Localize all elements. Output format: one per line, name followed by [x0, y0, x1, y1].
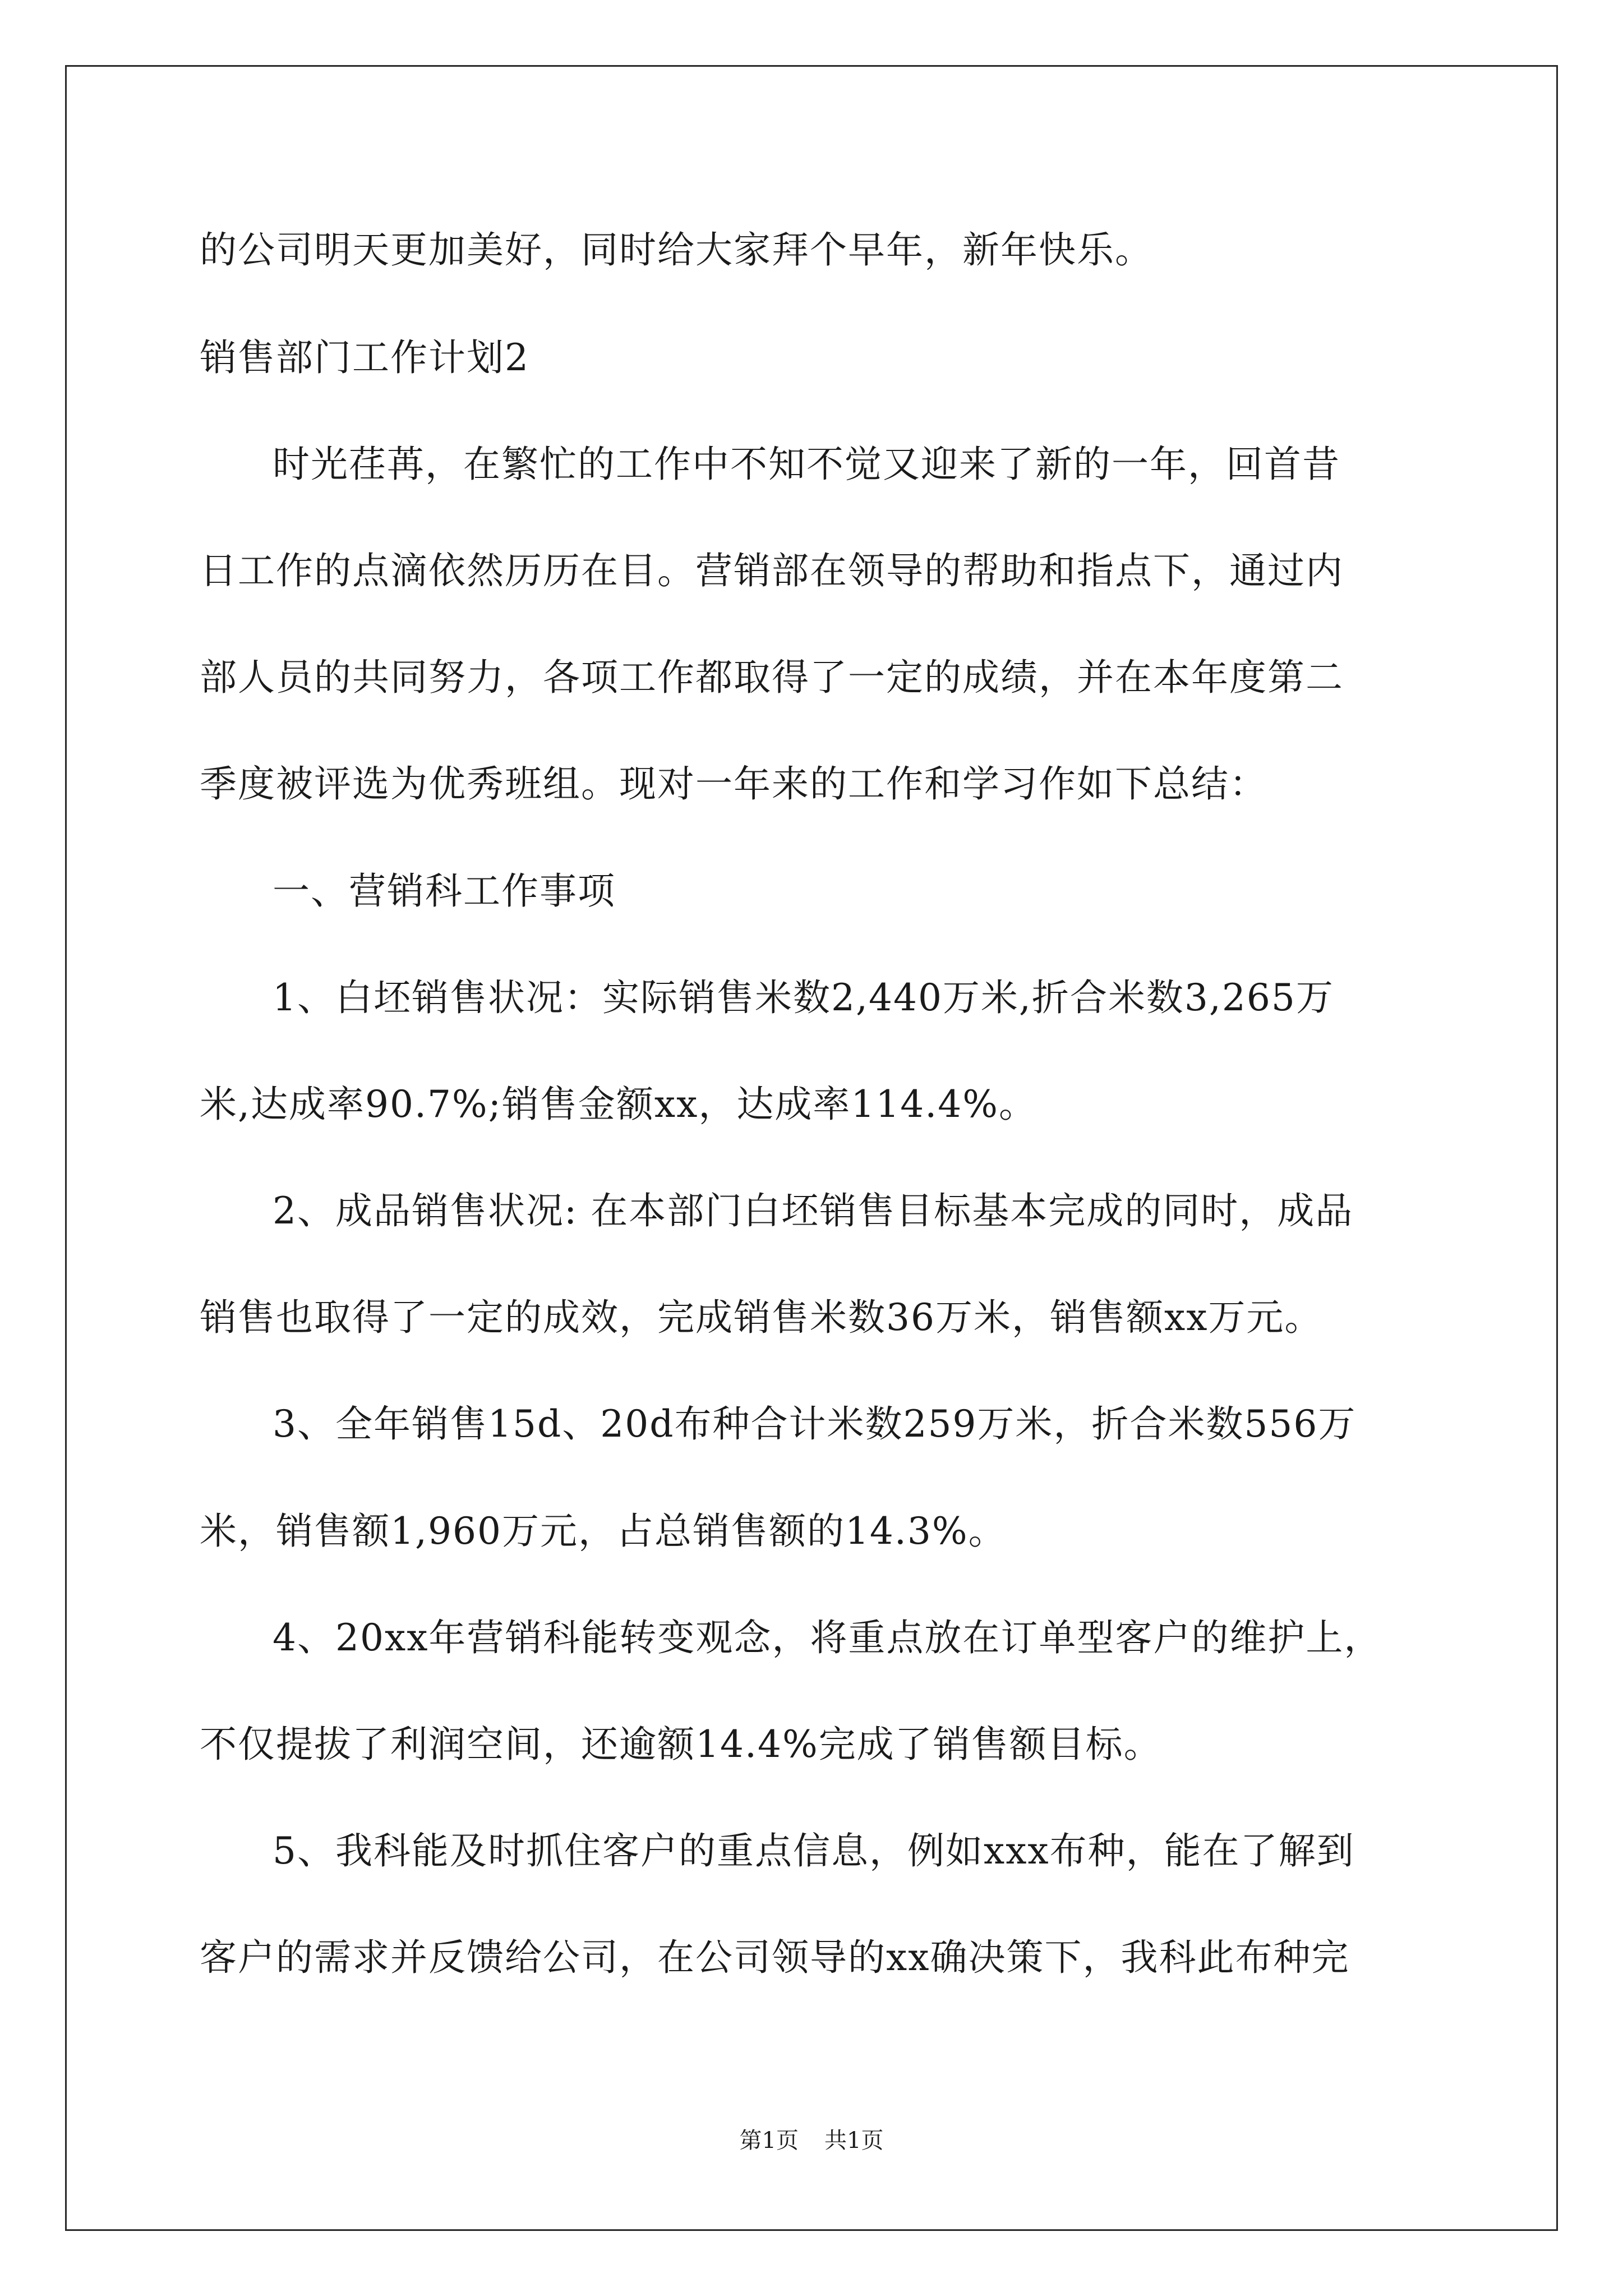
section-heading: 销售部门工作计划2 [200, 336, 529, 379]
text-line-13: 米，销售额1,960万元，占总销售额的14.3%。 [200, 1510, 1007, 1553]
text-line-15: 不仅提拔了利润空间，还逾额14.4%完成了销售额目标。 [200, 1723, 1162, 1766]
text-line-8: 1、白坯销售状况：实际销售米数2,440万米,折合米数3,265万 [273, 976, 1334, 1019]
text-line-14: 4、20xx年营销科能转变观念，将重点放在订单型客户的维护上， [273, 1616, 1382, 1659]
text-line-9: 米,达成率90.7%;销售金额xx，达成率114.4%。 [200, 1083, 1037, 1126]
page-border [65, 65, 1558, 2231]
text-line-11: 销售也取得了一定的成效，完成销售米数36万米，销售额xx万元。 [200, 1296, 1323, 1339]
text-line-16: 5、我科能及时抓住客户的重点信息，例如xxx布种，能在了解到 [273, 1829, 1355, 1872]
page-footer [0, 2129, 1623, 2152]
page-number: 第1页 [739, 2128, 799, 2154]
text-line-5: 部人员的共同努力，各项工作都取得了一定的成绩，并在本年度第二 [200, 656, 1344, 699]
text-line-12: 3、全年销售15d、20d布种合计米数259万米，折合米数556万 [273, 1402, 1357, 1446]
subheading: 一、营销科工作事项 [273, 869, 616, 913]
text-line-3: 时光荏苒，在繁忙的工作中不知不觉又迎来了新的一年，回首昔 [273, 443, 1340, 486]
text-line-17: 客户的需求并反馈给公司，在公司领导的xx确决策下，我科此布种完 [200, 1936, 1350, 1979]
page-total: 共1页 [824, 2128, 884, 2154]
text-line-10: 2、成品销售状况: 在本部门白坯销售目标基本完成的同时，成品 [273, 1189, 1354, 1232]
text-line-4: 日工作的点滴依然历历在目。营销部在领导的帮助和指点下，通过内 [200, 549, 1344, 592]
text-line-6: 季度被评选为优秀班组。现对一年来的工作和学习作如下总结： [200, 762, 1267, 806]
text-line-1: 的公司明天更加美好，同时给大家拜个早年，新年快乐。 [200, 228, 1153, 272]
